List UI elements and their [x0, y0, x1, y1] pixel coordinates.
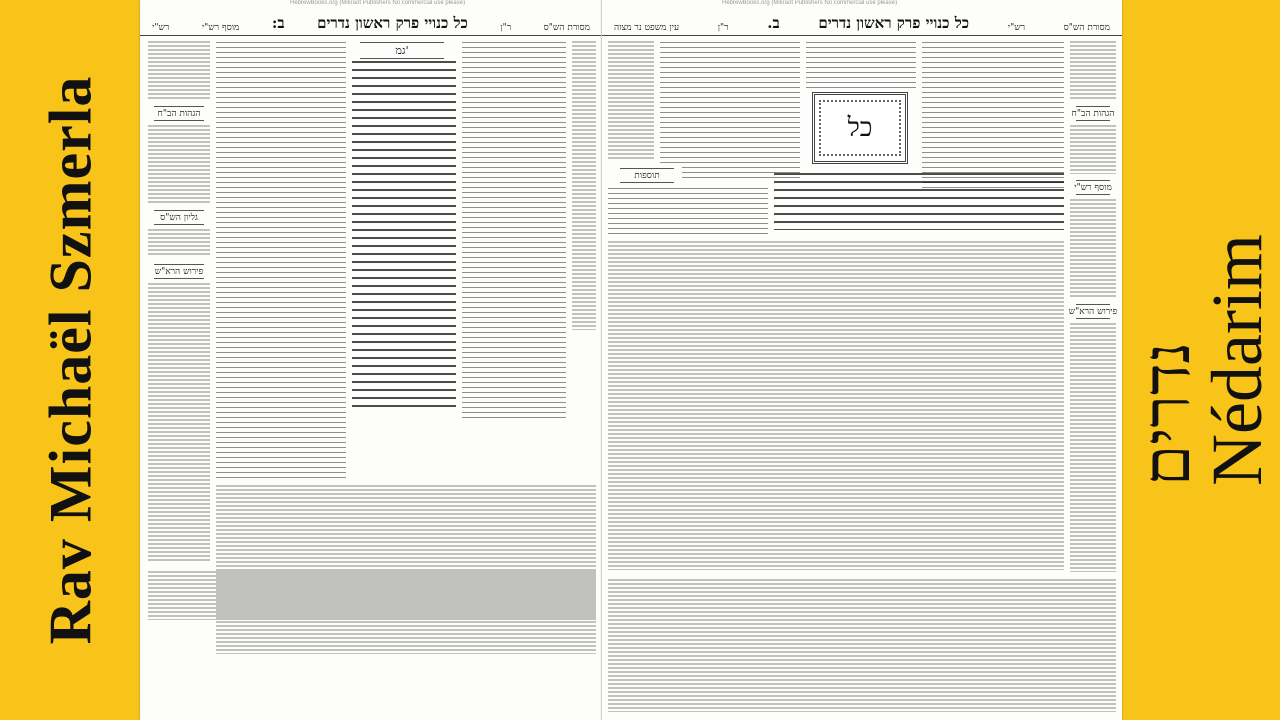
rav-name-title: Rav Michaël Szmerla	[37, 75, 103, 645]
section-label: תוספות	[612, 166, 682, 185]
bottom-commentary	[216, 484, 596, 654]
ein-mishpat-column	[572, 40, 596, 330]
header-chapter: כל כנויי פרק ראשון נדרים	[818, 14, 970, 32]
tosafot-column	[462, 40, 566, 420]
opening-word-frame	[812, 92, 908, 164]
tractate-title	[1128, 234, 1277, 486]
left-title-band	[0, 0, 140, 720]
tosafot-column	[608, 186, 768, 236]
header-leaf: ב.	[767, 14, 780, 32]
gemara-text	[806, 40, 916, 88]
bottom-commentary	[608, 240, 1064, 570]
page-header	[140, 4, 602, 36]
commentary-column	[216, 40, 346, 480]
footer-commentary	[148, 570, 596, 620]
tractate-title-hebrew: נדרים	[1128, 341, 1205, 486]
header-rashi: רש"י	[1007, 23, 1026, 33]
masoret-column	[148, 40, 210, 100]
footer-commentary	[608, 578, 1116, 712]
tractate-title-latin: Nédarim	[1197, 234, 1277, 486]
header-rashi: רש"י	[152, 23, 170, 33]
glosses-column	[1070, 124, 1116, 174]
header-leaf: ב:	[271, 14, 285, 32]
opening-word: כל	[819, 100, 901, 156]
ein-mishpat-column	[608, 40, 654, 160]
page-watermark: HebrewBooks.org (Mikraot Publishers No commercial use please)	[290, 0, 466, 6]
mishna-text	[774, 170, 1064, 230]
section-label: פירוש הרא"ש	[146, 262, 212, 281]
header-mussaf: מוסף רש"י	[201, 23, 240, 33]
section-label: הגהות הב"ח	[146, 104, 212, 123]
page-watermark: HebrewBooks.org (Mikraot Publishers No commercial use please)	[722, 0, 898, 6]
header-ran: ר"ן	[717, 23, 729, 33]
page-header	[602, 4, 1122, 36]
rosh-column	[148, 282, 210, 562]
header-masoret: מסורת הש"ס	[1063, 23, 1110, 33]
right-title-band	[1122, 0, 1280, 720]
gemara-label: גמ'	[352, 40, 452, 61]
header-ein: עין משפט נר מצוה	[614, 23, 680, 33]
talmud-page-left	[140, 0, 602, 720]
header-masoret: מסורת הש"ס	[543, 23, 590, 33]
rashi-column	[922, 40, 1064, 190]
glosses-column	[148, 228, 210, 256]
section-label: פירוש הרא"ש	[1068, 302, 1118, 321]
header-ran: ר"ן	[500, 23, 512, 33]
header-chapter: כל כנויי פרק ראשון נדרים	[317, 14, 468, 32]
glosses-column	[1070, 198, 1116, 298]
gemara-text	[352, 58, 456, 408]
section-label: מוסף רש"י	[1068, 178, 1118, 197]
masoret-column	[1070, 40, 1116, 100]
section-label: הגהות הב"ח	[1068, 104, 1118, 123]
glosses-column	[148, 124, 210, 204]
rosh-column	[1070, 322, 1116, 572]
ran-column	[660, 40, 800, 180]
section-label: גליון הש"ס	[146, 208, 212, 227]
